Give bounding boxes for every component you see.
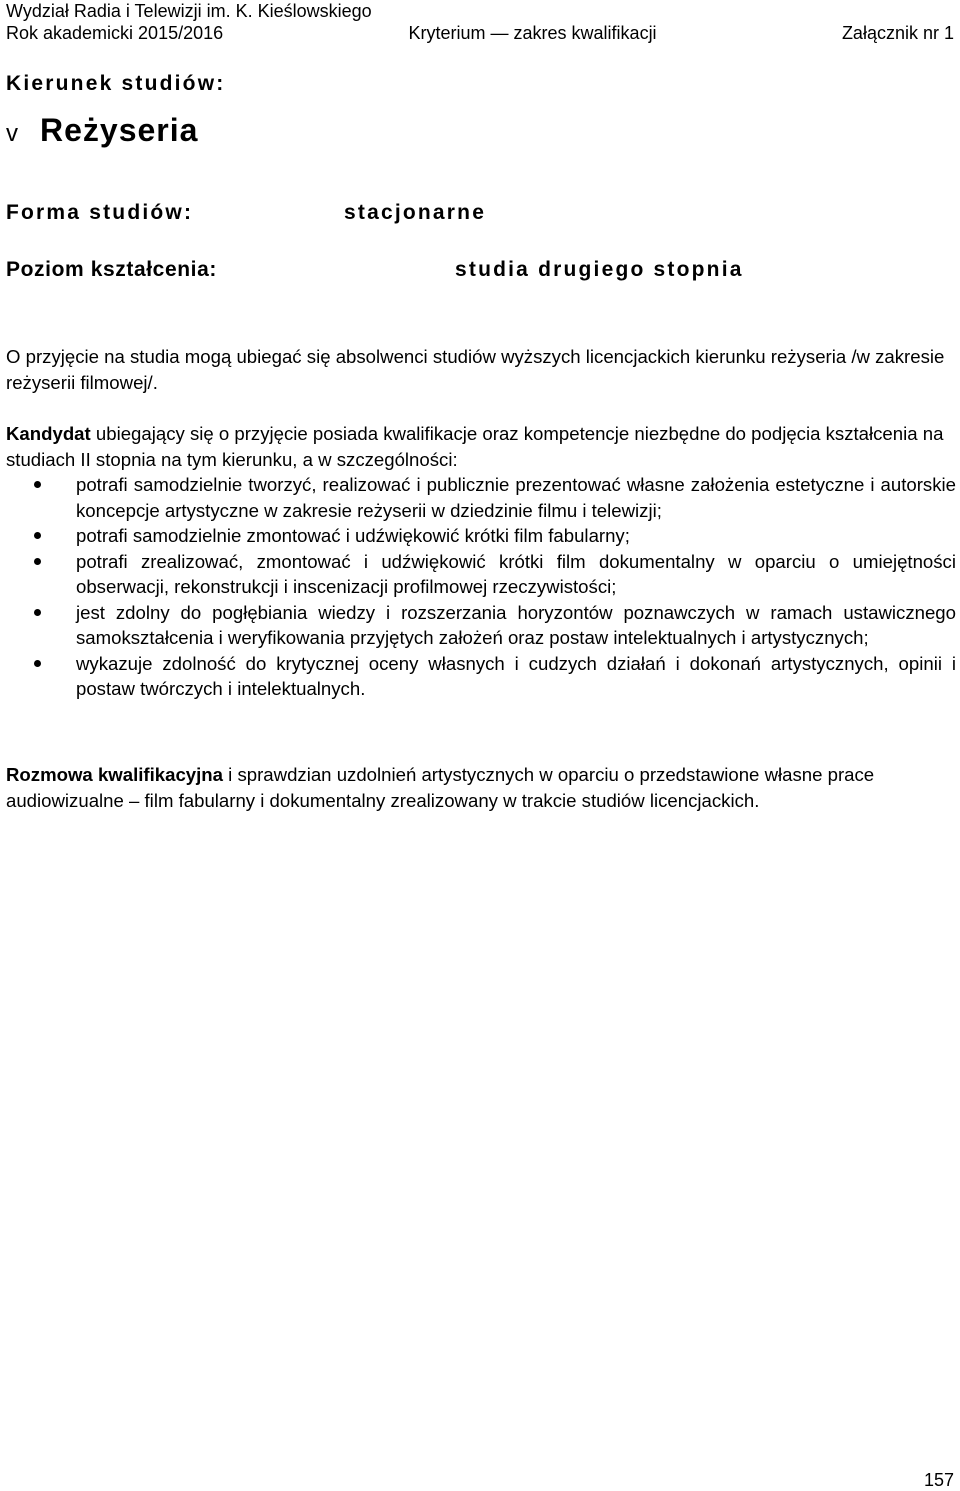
page-title	[6, 112, 198, 149]
list-item: potrafi zrealizować, zmontować i udźwiękowić krótki film dokumentalny w oparciu o umiejętności obserwacji, rekonstrukcji i inscenizacji profilmowej rzeczywistości;	[6, 549, 956, 600]
bullet-icon	[34, 481, 41, 488]
bullet-icon	[34, 558, 41, 565]
interview-lead: Rozmowa kwalifikacyjna	[6, 764, 224, 785]
competence-list	[6, 472, 956, 702]
forma-label: Forma studiów:	[6, 201, 194, 224]
academic-year: Rok akademicki 2015/2016	[6, 23, 224, 43]
candidate-text: ubiegający się o przyjęcie posiada kwalifikacje oraz kompetencje niezbędne do podjęcia kształcenia na studiach II stopnia na tym kierunku, a w szczególności:	[6, 423, 944, 470]
attachment-label: Załącznik nr 1	[841, 23, 954, 43]
title-text: Reżyseria	[40, 112, 199, 148]
title-marker: v	[6, 120, 18, 147]
poziom-value: studia drugiego stopnia	[455, 258, 744, 281]
faculty-name: Wydział Radia i Telewizji im. K. Kieślowskiego	[6, 1, 372, 21]
bullet-icon	[34, 609, 41, 616]
interview-paragraph	[6, 762, 956, 813]
list-item: potrafi samodzielnie tworzyć, realizować i publicznie prezentować własne założenia estetyczne i autorskie koncepcje artystyczne w zakresie reżyserii w dziedzinie filmu i telewizji;	[6, 472, 956, 523]
list-item: potrafi samodzielnie zmontować i udźwiękowić krótki film fabularny;	[6, 523, 956, 549]
criterion-label: Kryterium — zakres kwalifikacji	[408, 23, 657, 43]
candidate-lead: Kandydat	[6, 423, 91, 444]
forma-value: stacjonarne	[344, 201, 487, 224]
intro-paragraph: O przyjęcie na studia mogą ubiegać się absolwenci studiów wyższych licencjackich kierunku reżyseria /w zakresie reżyserii filmowej/.	[6, 346, 945, 393]
page-number: 157	[923, 1470, 954, 1490]
list-item: jest zdolny do pogłębiania wiedzy i rozszerzania horyzontów poznawczych w ramach ustawicznego samokształcenia i weryfikowania przyjętych założeń oraz postaw intelektualnych i artystycznych;	[6, 600, 956, 651]
interview-text: i sprawdzian uzdolnień artystycznych w oparciu o przedstawione własne prace audiowizualne – film fabularny i dokumentalny zrealizowany w trakcie studiów licencjackich.	[6, 764, 875, 811]
list-item: wykazuje zdolność do krytycznej oceny własnych i cudzych działań i dokonań artystycznych, opinii i postaw twórczych i intelektualnych.	[6, 651, 956, 702]
kierunek-label: Kierunek studiów:	[6, 72, 226, 95]
bullet-icon	[34, 660, 41, 667]
page-header	[6, 0, 954, 44]
candidate-paragraph	[6, 421, 956, 472]
bullet-icon	[34, 532, 41, 539]
poziom-label: Poziom kształcenia:	[6, 258, 217, 281]
